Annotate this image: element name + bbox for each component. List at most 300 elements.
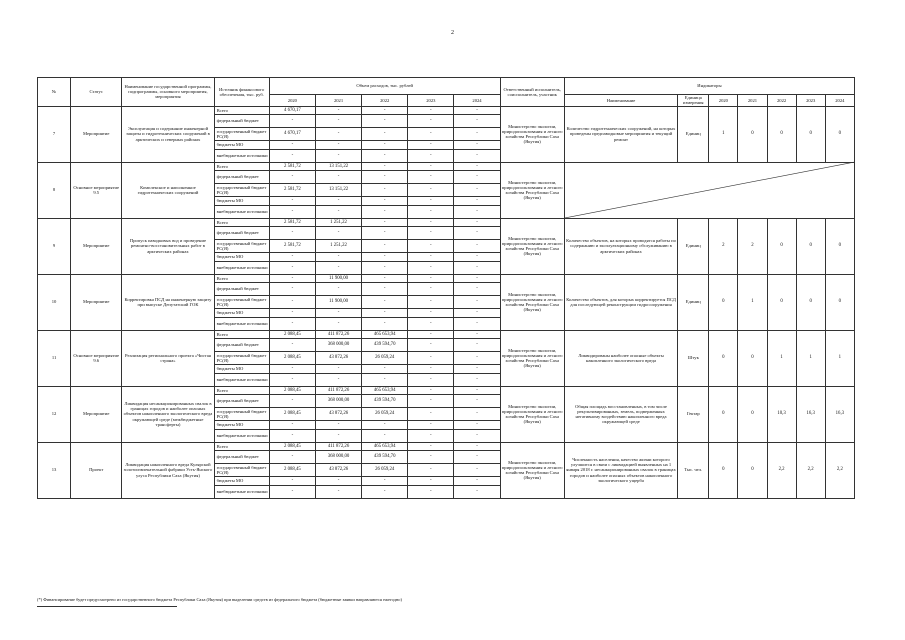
volume-cell: - <box>315 477 361 486</box>
volume-cell: - <box>269 283 315 296</box>
volume-cell: - <box>362 162 408 171</box>
volume-cell: - <box>408 408 454 421</box>
volume-cell: - <box>408 274 454 283</box>
volume-cell: 1 251,22 <box>315 218 361 227</box>
header-indicators: Индикаторы <box>564 78 854 95</box>
volume-cell: - <box>362 218 408 227</box>
volume-cell: - <box>408 261 454 274</box>
volume-cell: - <box>362 205 408 218</box>
source-label: федеральный бюджет <box>214 339 269 352</box>
volume-cell: 411 872,26 <box>315 442 361 451</box>
volume-cell: - <box>269 115 315 128</box>
source-label: бюджеты МО <box>214 197 269 206</box>
indicator-value: 0 <box>738 386 767 442</box>
indicator-value: 0 <box>796 274 825 330</box>
row-status: Проект <box>71 442 122 498</box>
volume-cell: - <box>362 171 408 184</box>
indicator-value: 10,3 <box>767 386 796 442</box>
volume-cell: - <box>454 339 500 352</box>
volume-cell: - <box>362 253 408 262</box>
volume-cell: 11 900,00 <box>315 296 361 309</box>
volume-cell: - <box>362 115 408 128</box>
volume-cell: - <box>315 429 361 442</box>
indicator-value: 16,3 <box>796 386 825 442</box>
table-row <box>38 106 855 115</box>
volume-cell: 2 088,45 <box>269 442 315 451</box>
volume-cell: - <box>408 365 454 374</box>
volume-cell: 1 251,22 <box>315 240 361 253</box>
volume-cell: - <box>362 429 408 442</box>
volume-cell: - <box>454 317 500 330</box>
volume-cell: - <box>454 296 500 309</box>
volume-cell: - <box>315 227 361 240</box>
volume-cell: - <box>269 296 315 309</box>
volume-cell: - <box>408 227 454 240</box>
volume-cell: - <box>269 365 315 374</box>
header-indicator-name: Наименование <box>564 95 677 107</box>
volume-cell: - <box>269 253 315 262</box>
volume-cell: - <box>408 253 454 262</box>
row-unit: Штук <box>678 330 709 386</box>
indicator-value: 0 <box>709 386 738 442</box>
header-unit: Единица измерения <box>678 95 709 107</box>
volume-cell: 439 594,70 <box>362 451 408 464</box>
row-num: 7 <box>38 106 71 162</box>
volume-cell: - <box>454 106 500 115</box>
row-responsible: Министерство экологии, природопользования и лесного хозяйства Республики Саха (Якутия) <box>500 218 564 274</box>
header-responsible: Ответственный исполнитель, соисполнитель, участник <box>500 78 564 107</box>
volume-cell: 43 872,26 <box>315 352 361 365</box>
volume-cell: - <box>454 464 500 477</box>
volume-cell: - <box>315 261 361 274</box>
source-label: государственный бюджет РС(Я) <box>214 240 269 253</box>
row-num: 12 <box>38 386 71 442</box>
volume-cell: 2 581,72 <box>269 218 315 227</box>
source-label: внебюджетные источники <box>214 205 269 218</box>
volume-cell: - <box>454 330 500 339</box>
row-responsible: Министерство экологии, природопользования и лесного хозяйства Республики Саха (Якутия) <box>500 162 564 218</box>
volume-cell: 368 000,00 <box>315 339 361 352</box>
footnote-divider <box>37 606 177 607</box>
volume-cell: - <box>269 395 315 408</box>
volume-cell: - <box>315 485 361 498</box>
source-label: Всего <box>214 218 269 227</box>
header-ind-year: 2022 <box>767 95 796 107</box>
volume-cell: 465 653,94 <box>362 330 408 339</box>
source-label: Всего <box>214 442 269 451</box>
volume-cell: - <box>362 421 408 430</box>
volume-cell: - <box>315 283 361 296</box>
row-responsible: Министерство экологии, природопользования и лесного хозяйства Республики Саха (Якутия) <box>500 330 564 386</box>
header-status: Статус <box>71 78 122 107</box>
volume-cell: 2 088,45 <box>269 352 315 365</box>
volume-cell: - <box>315 141 361 150</box>
indicator-value: 0 <box>709 330 738 386</box>
row-indicator: Количество объектов, для которых корректируется ПСД для последующей реконструкции гидросооружения <box>564 274 677 330</box>
source-label: государственный бюджет РС(Я) <box>214 184 269 197</box>
volume-cell: 13 151,22 <box>315 184 361 197</box>
source-label: бюджеты МО <box>214 365 269 374</box>
volume-cell: - <box>454 442 500 451</box>
table-row <box>38 218 855 227</box>
source-label: государственный бюджет РС(Я) <box>214 408 269 421</box>
indicator-value: 0 <box>738 442 767 498</box>
volume-cell: - <box>454 309 500 318</box>
indicator-value: 0 <box>825 274 854 330</box>
source-label: Всего <box>214 274 269 283</box>
volume-cell: - <box>454 261 500 274</box>
row-status: Мероприятие <box>71 218 122 274</box>
volume-cell: - <box>454 352 500 365</box>
row-indicator: Общая площадь восстановленных, в том числе рекультивированных, земель, подверженных негативному воздействию накопленного вреда окружающей среде <box>564 386 677 442</box>
volume-cell: - <box>408 352 454 365</box>
volume-cell: 2 581,72 <box>269 184 315 197</box>
row-num: 11 <box>38 330 71 386</box>
volume-cell: - <box>362 240 408 253</box>
source-label: внебюджетные источники <box>214 317 269 330</box>
volume-cell: - <box>269 274 315 283</box>
header-year: 2021 <box>315 95 361 107</box>
volume-cell: - <box>408 171 454 184</box>
volume-cell: - <box>408 106 454 115</box>
row-name: Корректировка ПСД на инженерную защиту при выпуске Депутатский ГОК <box>122 274 214 330</box>
source-label: бюджеты МО <box>214 421 269 430</box>
volume-cell: - <box>454 373 500 386</box>
source-label: бюджеты МО <box>214 141 269 150</box>
volume-cell: - <box>454 128 500 141</box>
source-label: федеральный бюджет <box>214 171 269 184</box>
volume-cell: - <box>454 283 500 296</box>
volume-cell: - <box>408 283 454 296</box>
volume-cell: 26 059,24 <box>362 408 408 421</box>
header-ind-year: 2020 <box>709 95 738 107</box>
volume-cell: 43 872,26 <box>315 408 361 421</box>
table-row <box>38 274 855 283</box>
volume-cell: 368 000,00 <box>315 451 361 464</box>
source-label: федеральный бюджет <box>214 115 269 128</box>
volume-cell: - <box>269 477 315 486</box>
volume-cell: - <box>315 171 361 184</box>
volume-cell: - <box>269 227 315 240</box>
volume-cell: - <box>408 442 454 451</box>
row-num: 9 <box>38 218 71 274</box>
volume-cell: - <box>408 317 454 330</box>
volume-cell: - <box>408 296 454 309</box>
table-row <box>38 162 855 171</box>
volume-cell: - <box>408 330 454 339</box>
volume-cell: - <box>362 197 408 206</box>
volume-cell: - <box>269 485 315 498</box>
volume-cell: - <box>408 149 454 162</box>
header-year: 2020 <box>269 95 315 107</box>
volume-cell: - <box>362 309 408 318</box>
volume-cell: - <box>362 227 408 240</box>
volume-cell: - <box>454 184 500 197</box>
row-unit: Единиц <box>678 274 709 330</box>
volume-cell: - <box>408 464 454 477</box>
indicator-value: 2 <box>738 218 767 274</box>
row-unit: Гектар <box>678 386 709 442</box>
volume-cell: - <box>408 477 454 486</box>
volume-cell: 11 900,00 <box>315 274 361 283</box>
volume-cell: - <box>315 253 361 262</box>
volume-cell: 43 872,26 <box>315 464 361 477</box>
volume-cell: - <box>454 477 500 486</box>
row-responsible: Министерство экологии, природопользования и лесного хозяйства Республики Саха (Якутия) <box>500 274 564 330</box>
volume-cell: - <box>454 485 500 498</box>
row-num: 8 <box>38 162 71 218</box>
volume-cell: - <box>362 141 408 150</box>
volume-cell: - <box>362 274 408 283</box>
row-name: Комплексное и наполненное гидротехнических сооружений <box>122 162 214 218</box>
volume-cell: - <box>315 197 361 206</box>
row-indicator: Количество гидротехнических сооружений, на которых проведены предпаводковые мероприятия и текущий ремонт <box>564 106 677 162</box>
indicator-value: 2 <box>709 218 738 274</box>
source-label: государственный бюджет РС(Я) <box>214 352 269 365</box>
volume-cell: - <box>408 240 454 253</box>
volume-cell: - <box>362 296 408 309</box>
volume-cell: - <box>269 205 315 218</box>
indicator-value: 0 <box>825 106 854 162</box>
volume-cell: - <box>362 477 408 486</box>
indicator-value: 1 <box>738 274 767 330</box>
source-label: внебюджетные источники <box>214 429 269 442</box>
indicator-value: 1 <box>796 330 825 386</box>
volume-cell: 368 000,00 <box>315 395 361 408</box>
source-label: бюджеты МО <box>214 309 269 318</box>
volume-cell: 411 872,26 <box>315 386 361 395</box>
source-label: федеральный бюджет <box>214 451 269 464</box>
volume-cell: - <box>454 115 500 128</box>
volume-cell: - <box>408 162 454 171</box>
source-label: внебюджетные источники <box>214 485 269 498</box>
source-label: государственный бюджет РС(Я) <box>214 464 269 477</box>
source-label: Всего <box>214 162 269 171</box>
indicator-value: 0 <box>738 330 767 386</box>
source-label: бюджеты МО <box>214 253 269 262</box>
volume-cell: - <box>269 421 315 430</box>
volume-cell: - <box>454 429 500 442</box>
volume-cell: 2 088,45 <box>269 386 315 395</box>
volume-cell: - <box>315 365 361 374</box>
volume-cell: - <box>315 128 361 141</box>
row-responsible: Министерство экологии, природопользования и лесного хозяйства Республики Саха (Якутия) <box>500 106 564 162</box>
volume-cell: - <box>269 141 315 150</box>
volume-cell: - <box>362 184 408 197</box>
volume-cell: - <box>269 339 315 352</box>
volume-cell: - <box>454 141 500 150</box>
indicator-value: 0 <box>796 218 825 274</box>
header-source: Источник финансового обеспечения, тыс. руб. <box>214 78 269 107</box>
volume-cell: - <box>454 205 500 218</box>
volume-cell: 4 670,17 <box>269 106 315 115</box>
row-num: 13 <box>38 442 71 498</box>
source-label: внебюджетные источники <box>214 261 269 274</box>
volume-cell: 2 088,45 <box>269 408 315 421</box>
source-label: федеральный бюджет <box>214 395 269 408</box>
row-unit: Единиц <box>678 218 709 274</box>
volume-cell: - <box>269 171 315 184</box>
volume-cell: 439 594,70 <box>362 395 408 408</box>
table-row <box>38 442 855 451</box>
volume-cell: - <box>269 451 315 464</box>
volume-cell: - <box>362 365 408 374</box>
source-label: Всего <box>214 106 269 115</box>
volume-cell: - <box>454 162 500 171</box>
source-label: государственный бюджет РС(Я) <box>214 128 269 141</box>
row-status: Мероприятие <box>71 386 122 442</box>
volume-cell: - <box>269 429 315 442</box>
volume-cell: - <box>408 128 454 141</box>
source-label: федеральный бюджет <box>214 227 269 240</box>
volume-cell: - <box>408 373 454 386</box>
volume-cell: 465 653,94 <box>362 386 408 395</box>
volume-cell: - <box>408 218 454 227</box>
source-label: внебюджетные источники <box>214 149 269 162</box>
source-label: внебюджетные источники <box>214 373 269 386</box>
volume-cell: - <box>315 106 361 115</box>
volume-cell: 411 872,26 <box>315 330 361 339</box>
volume-cell: 2 581,72 <box>269 162 315 171</box>
indicator-value: 2,2 <box>825 442 854 498</box>
volume-cell: - <box>315 115 361 128</box>
volume-cell: - <box>408 115 454 128</box>
row-status: Мероприятие <box>71 274 122 330</box>
indicator-value: 1 <box>709 106 738 162</box>
volume-cell: - <box>454 240 500 253</box>
row-indicator: Численность населения, качество жизни которого улучшится в связи с ликвидацией выявленных на 1 января 2018 г. несанкционированных свалок в границах городов и наиболее опасных объектов накопленного экологического ущерба <box>564 442 677 498</box>
indicator-value: 0 <box>825 218 854 274</box>
volume-cell: - <box>362 261 408 274</box>
indicator-value: 0 <box>767 218 796 274</box>
volume-cell: - <box>408 184 454 197</box>
volume-cell: - <box>315 317 361 330</box>
row-status: Основное мероприятие 9.6 <box>71 330 122 386</box>
row-indicator: Ликвидированы наиболее опасные объекты накопленного экологического вреда <box>564 330 677 386</box>
header-name: Наименование государственной программы, подпрограммы, основного мероприятия, мероприятия <box>122 78 214 107</box>
volume-cell: - <box>408 197 454 206</box>
indicator-value: 0 <box>767 106 796 162</box>
source-label: Всего <box>214 330 269 339</box>
volume-cell: 4 670,17 <box>269 128 315 141</box>
volume-cell: - <box>269 373 315 386</box>
page-number: 2 <box>451 30 454 36</box>
volume-cell: - <box>454 218 500 227</box>
volume-cell: 26 059,24 <box>362 464 408 477</box>
footnote: (*) Финансирование будет предусмотрено из государственного бюджета Республики Саха (Якутия) при выделении средств из федерального бюджета (бюджетные заявки направляются ежегодно) <box>37 597 402 602</box>
volume-cell: - <box>454 149 500 162</box>
volume-cell: - <box>408 339 454 352</box>
row-unit: Тыс. чел. <box>678 442 709 498</box>
volume-cell: 2 581,72 <box>269 240 315 253</box>
volume-cell: - <box>408 451 454 464</box>
indicator-value: 0 <box>767 274 796 330</box>
volume-cell: 465 653,94 <box>362 442 408 451</box>
volume-cell: - <box>362 373 408 386</box>
source-label: бюджеты МО <box>214 477 269 486</box>
volume-cell: - <box>408 485 454 498</box>
source-label: федеральный бюджет <box>214 283 269 296</box>
indicator-value: 1 <box>825 330 854 386</box>
indicator-value: 0 <box>738 106 767 162</box>
volume-cell: 13 151,22 <box>315 162 361 171</box>
header-volume: Объем расходов, тыс. рублей <box>269 78 500 95</box>
volume-cell: - <box>408 386 454 395</box>
header-ind-year: 2024 <box>825 95 854 107</box>
volume-cell: - <box>408 205 454 218</box>
volume-cell: - <box>454 171 500 184</box>
volume-cell: - <box>454 365 500 374</box>
header-ind-year: 2023 <box>796 95 825 107</box>
volume-cell: - <box>454 227 500 240</box>
volume-cell: - <box>408 141 454 150</box>
row-status: Мероприятие <box>71 106 122 162</box>
header-year: 2022 <box>362 95 408 107</box>
volume-cell: 2 088,45 <box>269 464 315 477</box>
indicator-value: 0 <box>796 106 825 162</box>
volume-cell: - <box>454 421 500 430</box>
volume-cell: - <box>269 309 315 318</box>
volume-cell: 26 059,24 <box>362 352 408 365</box>
volume-cell: - <box>315 205 361 218</box>
volume-cell: - <box>269 197 315 206</box>
table-row <box>38 330 855 339</box>
row-unit: Единиц <box>678 106 709 162</box>
volume-cell: - <box>362 485 408 498</box>
volume-cell: - <box>454 408 500 421</box>
volume-cell: - <box>408 429 454 442</box>
volume-cell: 2 088,45 <box>269 330 315 339</box>
volume-cell: - <box>408 421 454 430</box>
row-name: Пропуск паводковых вод и проведение ремонтно-восстановительных работ в арктических районах <box>122 218 214 274</box>
row-name: Реализация регионального проекта «Чистая страна» <box>122 330 214 386</box>
row-responsible: Министерство экологии, природопользования и лесного хозяйства Республики Саха (Якутия) <box>500 386 564 442</box>
row-name: Ликвидация накопленного вреда Кулярской золотоизвлекательной фабрики Усть-Янского улуса Республики Саха (Якутия) <box>122 442 214 498</box>
volume-cell: - <box>454 197 500 206</box>
header-row <box>38 78 855 95</box>
volume-cell: - <box>362 149 408 162</box>
volume-cell: - <box>362 283 408 296</box>
source-label: Всего <box>214 386 269 395</box>
volume-cell: - <box>362 317 408 330</box>
volume-cell: - <box>269 317 315 330</box>
indicator-value: 16,3 <box>825 386 854 442</box>
header-year: 2023 <box>408 95 454 107</box>
volume-cell: - <box>315 421 361 430</box>
row-indicator: Количество объектов, на которых проводятся работы по содержанию и эксплуатационному обслуживанию в арктических районах <box>564 218 677 274</box>
header-num: № <box>38 78 71 107</box>
header-ind-year: 2021 <box>738 95 767 107</box>
volume-cell: - <box>454 451 500 464</box>
volume-cell: - <box>408 309 454 318</box>
volume-cell: - <box>362 106 408 115</box>
volume-cell: - <box>454 253 500 262</box>
row-responsible: Министерство экологии, природопользования и лесного хозяйства Республики Саха (Якутия) <box>500 442 564 498</box>
indicator-value: 2,2 <box>796 442 825 498</box>
row-name: Эксплуатация и содержание инженерной защиты и гидротехнических сооружений в арктических и северных районах <box>122 106 214 162</box>
row-status: Основное мероприятие 9.5 <box>71 162 122 218</box>
indicator-value: 0 <box>709 442 738 498</box>
volume-cell: - <box>362 128 408 141</box>
indicator-value: 2,2 <box>767 442 796 498</box>
volume-cell: - <box>315 149 361 162</box>
indicator-value: 0 <box>709 274 738 330</box>
volume-cell: - <box>408 395 454 408</box>
volume-cell: 439 594,70 <box>362 339 408 352</box>
volume-cell: - <box>315 373 361 386</box>
volume-cell: - <box>269 261 315 274</box>
source-label: государственный бюджет РС(Я) <box>214 296 269 309</box>
